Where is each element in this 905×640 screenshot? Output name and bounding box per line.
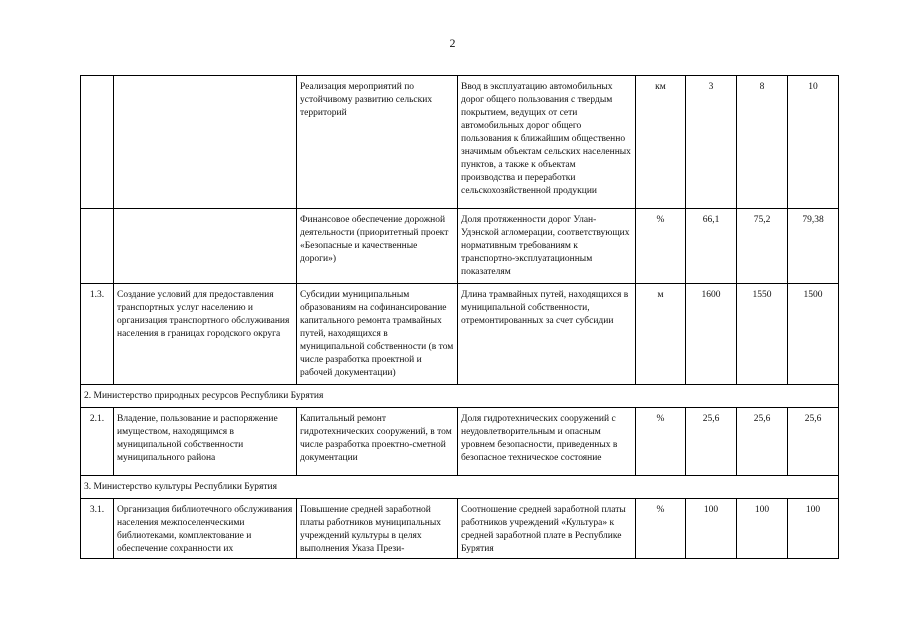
row-number [81, 209, 114, 284]
value-cell: 3 [686, 76, 737, 209]
row-number: 2.1. [81, 408, 114, 476]
indicator-cell: Ввод в эксплуатацию автомобильных дорог общего пользования с твердым покрытием, ведущих от сети автомобильных дорог общего пользования к ближайшим общественно значимым объектам сельских населенных пунктов, а также к объектам производства и переработки сельскохозяйственной продукции [458, 76, 636, 209]
unit-cell: % [636, 499, 686, 559]
activity-cell: Повышение средней заработной платы работников муниципальных учреждений культуры в целях выполнения Указа Прези- [297, 499, 458, 559]
task-cell: Владение, пользование и распоряжение имуществом, находящимся в муниципальной собственности муниципального района [114, 408, 297, 476]
value-cell: 100 [686, 499, 737, 559]
section-header: 2. Министерство природных ресурсов Республики Бурятия [81, 385, 839, 408]
task-cell [114, 76, 297, 209]
table-row [81, 408, 839, 476]
value-cell: 1550 [737, 284, 788, 385]
table-row [81, 209, 839, 284]
program-indicators-table [80, 75, 839, 559]
table-row [81, 284, 839, 385]
indicator-cell: Соотношение средней заработной платы работников учреждений «Культура» к средней заработной плате в Республике Бурятия [458, 499, 636, 559]
unit-cell: % [636, 408, 686, 476]
activity-cell: Финансовое обеспечение дорожной деятельности (приоритетный проект «Безопасные и качественные дороги») [297, 209, 458, 284]
section-header-row [81, 385, 839, 408]
page-number: 2 [449, 36, 456, 50]
unit-cell: м [636, 284, 686, 385]
indicator-cell: Длина трамвайных путей, находящихся в муниципальной собственности, отремонтированных за счет субсидии [458, 284, 636, 385]
task-cell [114, 209, 297, 284]
activity-cell: Реализация мероприятий по устойчивому развитию сельских территорий [297, 76, 458, 209]
value-cell: 100 [737, 499, 788, 559]
activity-cell: Субсидии муниципальным образованиям на софинансирование капитального ремонта трамвайных путей, находящихся в муниципальной собственности (в том числе разработка проектной и рабочей документации) [297, 284, 458, 385]
section-header: 3. Министерство культуры Республики Бурятия [81, 476, 839, 499]
value-cell: 1600 [686, 284, 737, 385]
task-cell: Организация библиотечного обслуживания населения межпоселенческими библиотеками, комплектование и обеспечение сохранности их [114, 499, 297, 559]
unit-cell: % [636, 209, 686, 284]
value-cell: 1500 [788, 284, 839, 385]
row-number: 1.3. [81, 284, 114, 385]
activity-cell: Капитальный ремонт гидротехнических сооружений, в том числе разработка проектно-сметной документации [297, 408, 458, 476]
row-number [81, 76, 114, 209]
value-cell: 10 [788, 76, 839, 209]
value-cell: 75,2 [737, 209, 788, 284]
indicator-cell: Доля гидротехнических сооружений с неудовлетворительным и опасным уровнем безопасности, приведенных в безопасное техническое состояние [458, 408, 636, 476]
task-cell: Создание условий для предоставления транспортных услуг населению и организация транспортного обслуживания населения в границах городского округа [114, 284, 297, 385]
row-number: 3.1. [81, 499, 114, 559]
value-cell: 66,1 [686, 209, 737, 284]
value-cell: 25,6 [788, 408, 839, 476]
indicator-cell: Доля протяженности дорог Улан-Удэнской агломерации, соответствующих нормативным требованиям к транспортно-эксплуатационным показателям [458, 209, 636, 284]
value-cell: 8 [737, 76, 788, 209]
section-header-row [81, 476, 839, 499]
value-cell: 25,6 [737, 408, 788, 476]
value-cell: 25,6 [686, 408, 737, 476]
table-row [81, 499, 839, 559]
value-cell: 100 [788, 499, 839, 559]
value-cell: 79,38 [788, 209, 839, 284]
unit-cell: км [636, 76, 686, 209]
table-row [81, 76, 839, 209]
